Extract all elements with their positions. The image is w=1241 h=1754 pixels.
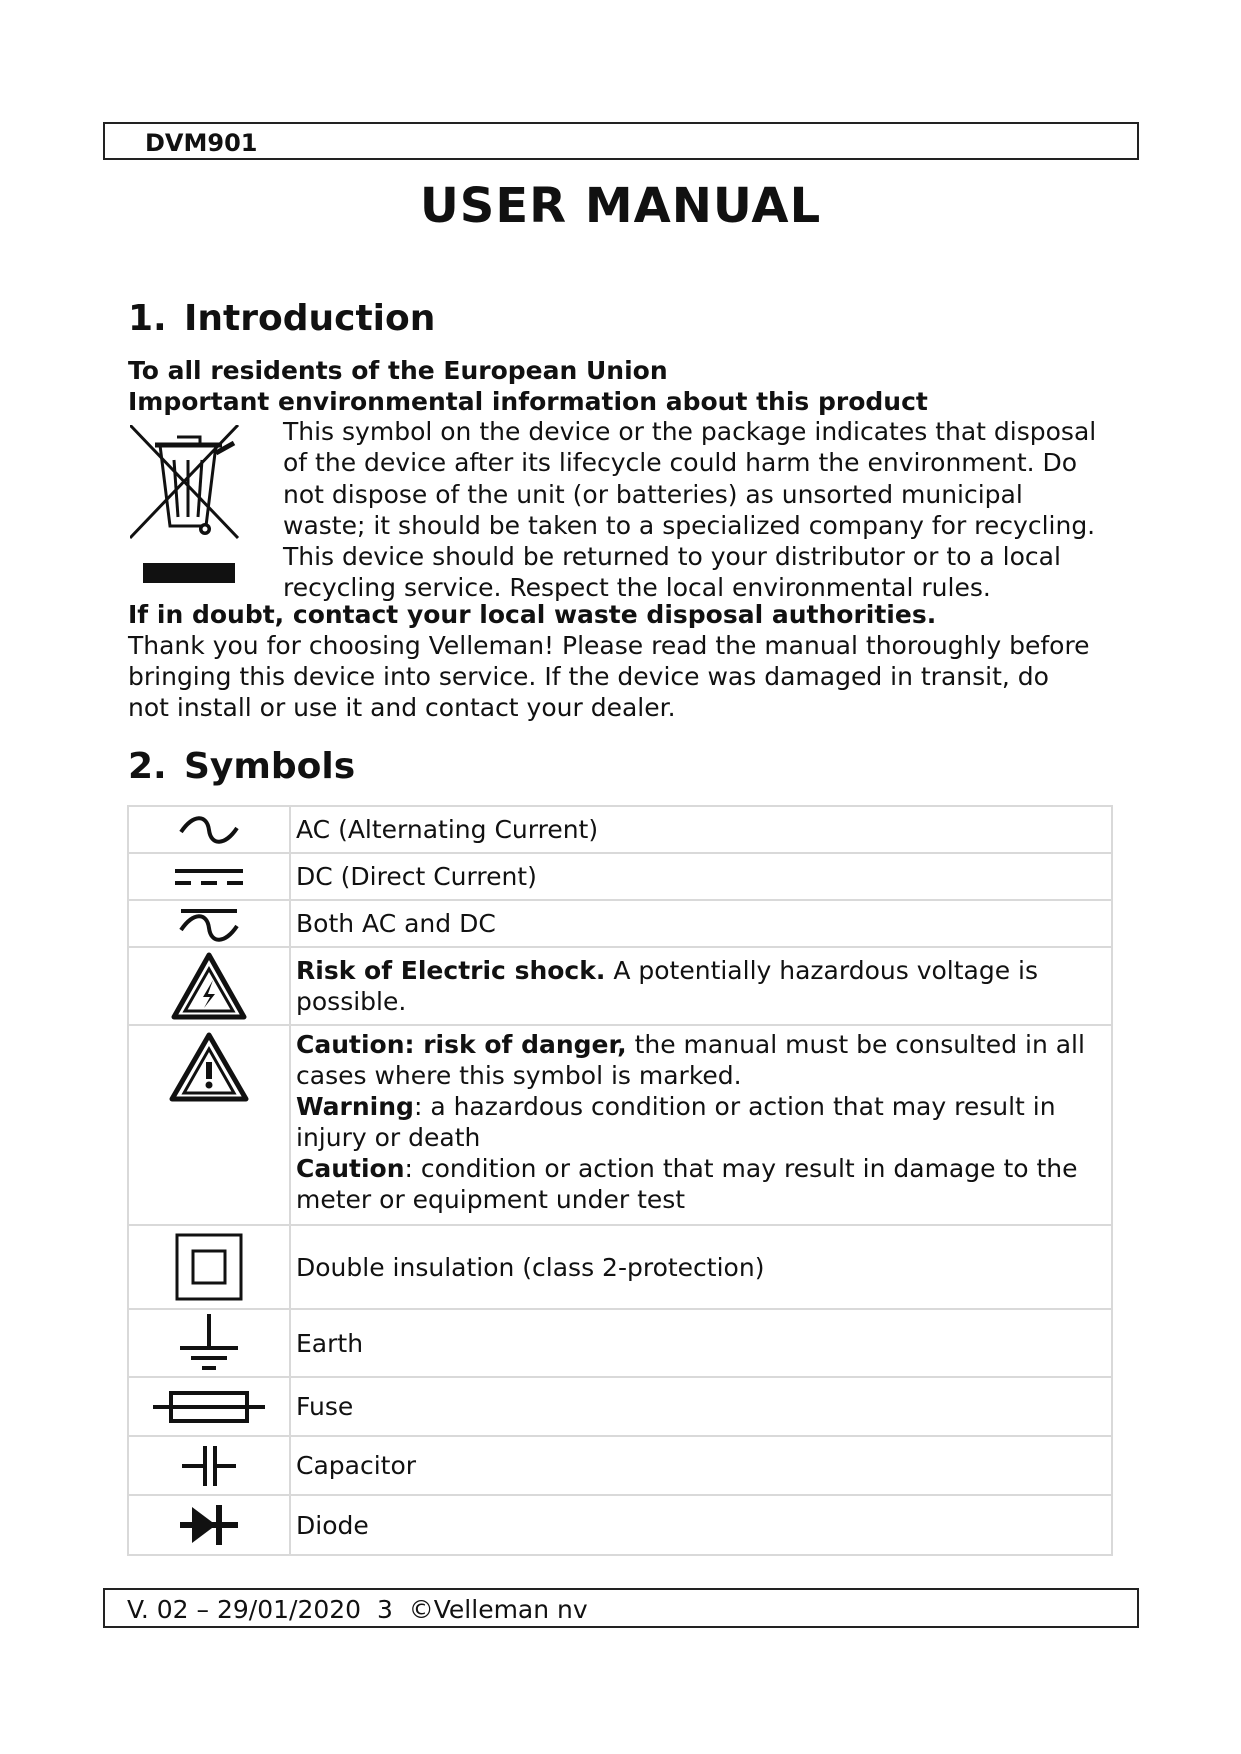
symbol-description: Both AC and DC [290, 900, 1112, 947]
section-number: 1. [128, 298, 167, 339]
paragraph-line: recycling service. Respect the local environmental rules. [283, 573, 991, 603]
caution-text: : condition or action that may result in damage to the meter or equipment under test [296, 1154, 1078, 1214]
ac-wave-icon [177, 815, 241, 845]
table-row [128, 1436, 1112, 1495]
thanks-line: not install or use it and contact your dealer. [128, 693, 676, 722]
symbol-description: Capacitor [290, 1436, 1112, 1495]
table-row [128, 1225, 1112, 1309]
table-row [128, 947, 1112, 1025]
thanks-line: Thank you for choosing Velleman! Please read the manual thoroughly before [128, 631, 1090, 660]
symbols-table [127, 805, 1113, 1556]
caution-note [296, 1153, 1111, 1215]
section-title: Introduction [184, 298, 436, 339]
table-row [128, 1309, 1112, 1377]
paragraph-line: This device should be returned to your distributor or to a local [283, 542, 1061, 572]
symbol-description: Fuse [290, 1377, 1112, 1436]
symbol-description-bold: Risk of Electric shock. [296, 956, 606, 985]
paragraph-line: This symbol on the device or the package indicates that disposal [283, 417, 1097, 446]
symbol-description: Double insulation (class 2-protection) [290, 1225, 1112, 1309]
paragraph-line: of the device after its lifecycle could harm the environment. Do [283, 448, 1078, 478]
table-row [128, 900, 1112, 947]
electric-shock-warning-icon [171, 952, 247, 1020]
dc-icon [173, 864, 245, 890]
warning-description [296, 1091, 1111, 1153]
symbol-description: AC (Alternating Current) [290, 806, 1112, 853]
environmental-info-line: Important environmental information about this product [128, 387, 928, 416]
caution-danger-text: the manual must be consulted in all cases where this symbol is marked. [296, 1030, 1085, 1090]
warning-label: Warning [296, 1092, 414, 1121]
paragraph-line: not dispose of the unit (or batteries) as unsorted municipal [283, 479, 1023, 509]
model-code: DVM901 [145, 129, 258, 157]
thanks-line: bringing this device into service. If the device was damaged in transit, do [128, 662, 1049, 691]
caution-description [296, 1029, 1111, 1091]
symbol-description: Diode [290, 1495, 1112, 1555]
warning-text: : a hazardous condition or action that may result in injury or death [296, 1092, 1056, 1152]
table-row [128, 1495, 1112, 1555]
symbol-description [290, 947, 1112, 1025]
table-row [128, 806, 1112, 853]
section-heading-symbols [128, 746, 355, 787]
section-title: Symbols [184, 746, 356, 787]
page-title: USER MANUAL [419, 178, 822, 234]
paragraph-line: waste; it should be taken to a specialized company for recycling. [283, 510, 1096, 540]
document-footer [103, 1588, 1139, 1628]
fuse-icon [151, 1388, 267, 1426]
footer-version-text: V. 02 – 29/01/2020 3 ©Velleman nv [127, 1595, 588, 1624]
symbol-description-text: A potentially hazardous voltage is possible. [296, 956, 1039, 1016]
symbol-description: Earth [290, 1309, 1112, 1377]
capacitor-icon [180, 1444, 238, 1488]
ac-dc-icon [177, 906, 241, 942]
caution-danger-label: Caution: risk of danger, [296, 1030, 627, 1059]
section-number: 2. [128, 746, 167, 787]
section-heading-introduction [128, 298, 435, 339]
table-row [128, 1377, 1112, 1436]
earth-icon [178, 1312, 240, 1374]
doubt-line: If in doubt, contact your local waste disposal authorities. [128, 600, 937, 629]
symbol-description [290, 1025, 1112, 1225]
table-row [128, 853, 1112, 900]
caution-label: Caution [296, 1154, 405, 1183]
document-header [103, 122, 1139, 160]
eu-residents-line: To all residents of the European Union [128, 356, 668, 385]
weee-paragraph [283, 416, 1123, 604]
table-row [128, 1025, 1112, 1225]
crossed-out-bin-icon [130, 425, 250, 590]
caution-warning-icon [169, 1032, 249, 1102]
diode-icon [178, 1503, 240, 1547]
double-insulation-icon [175, 1233, 243, 1301]
symbol-description: DC (Direct Current) [290, 853, 1112, 900]
